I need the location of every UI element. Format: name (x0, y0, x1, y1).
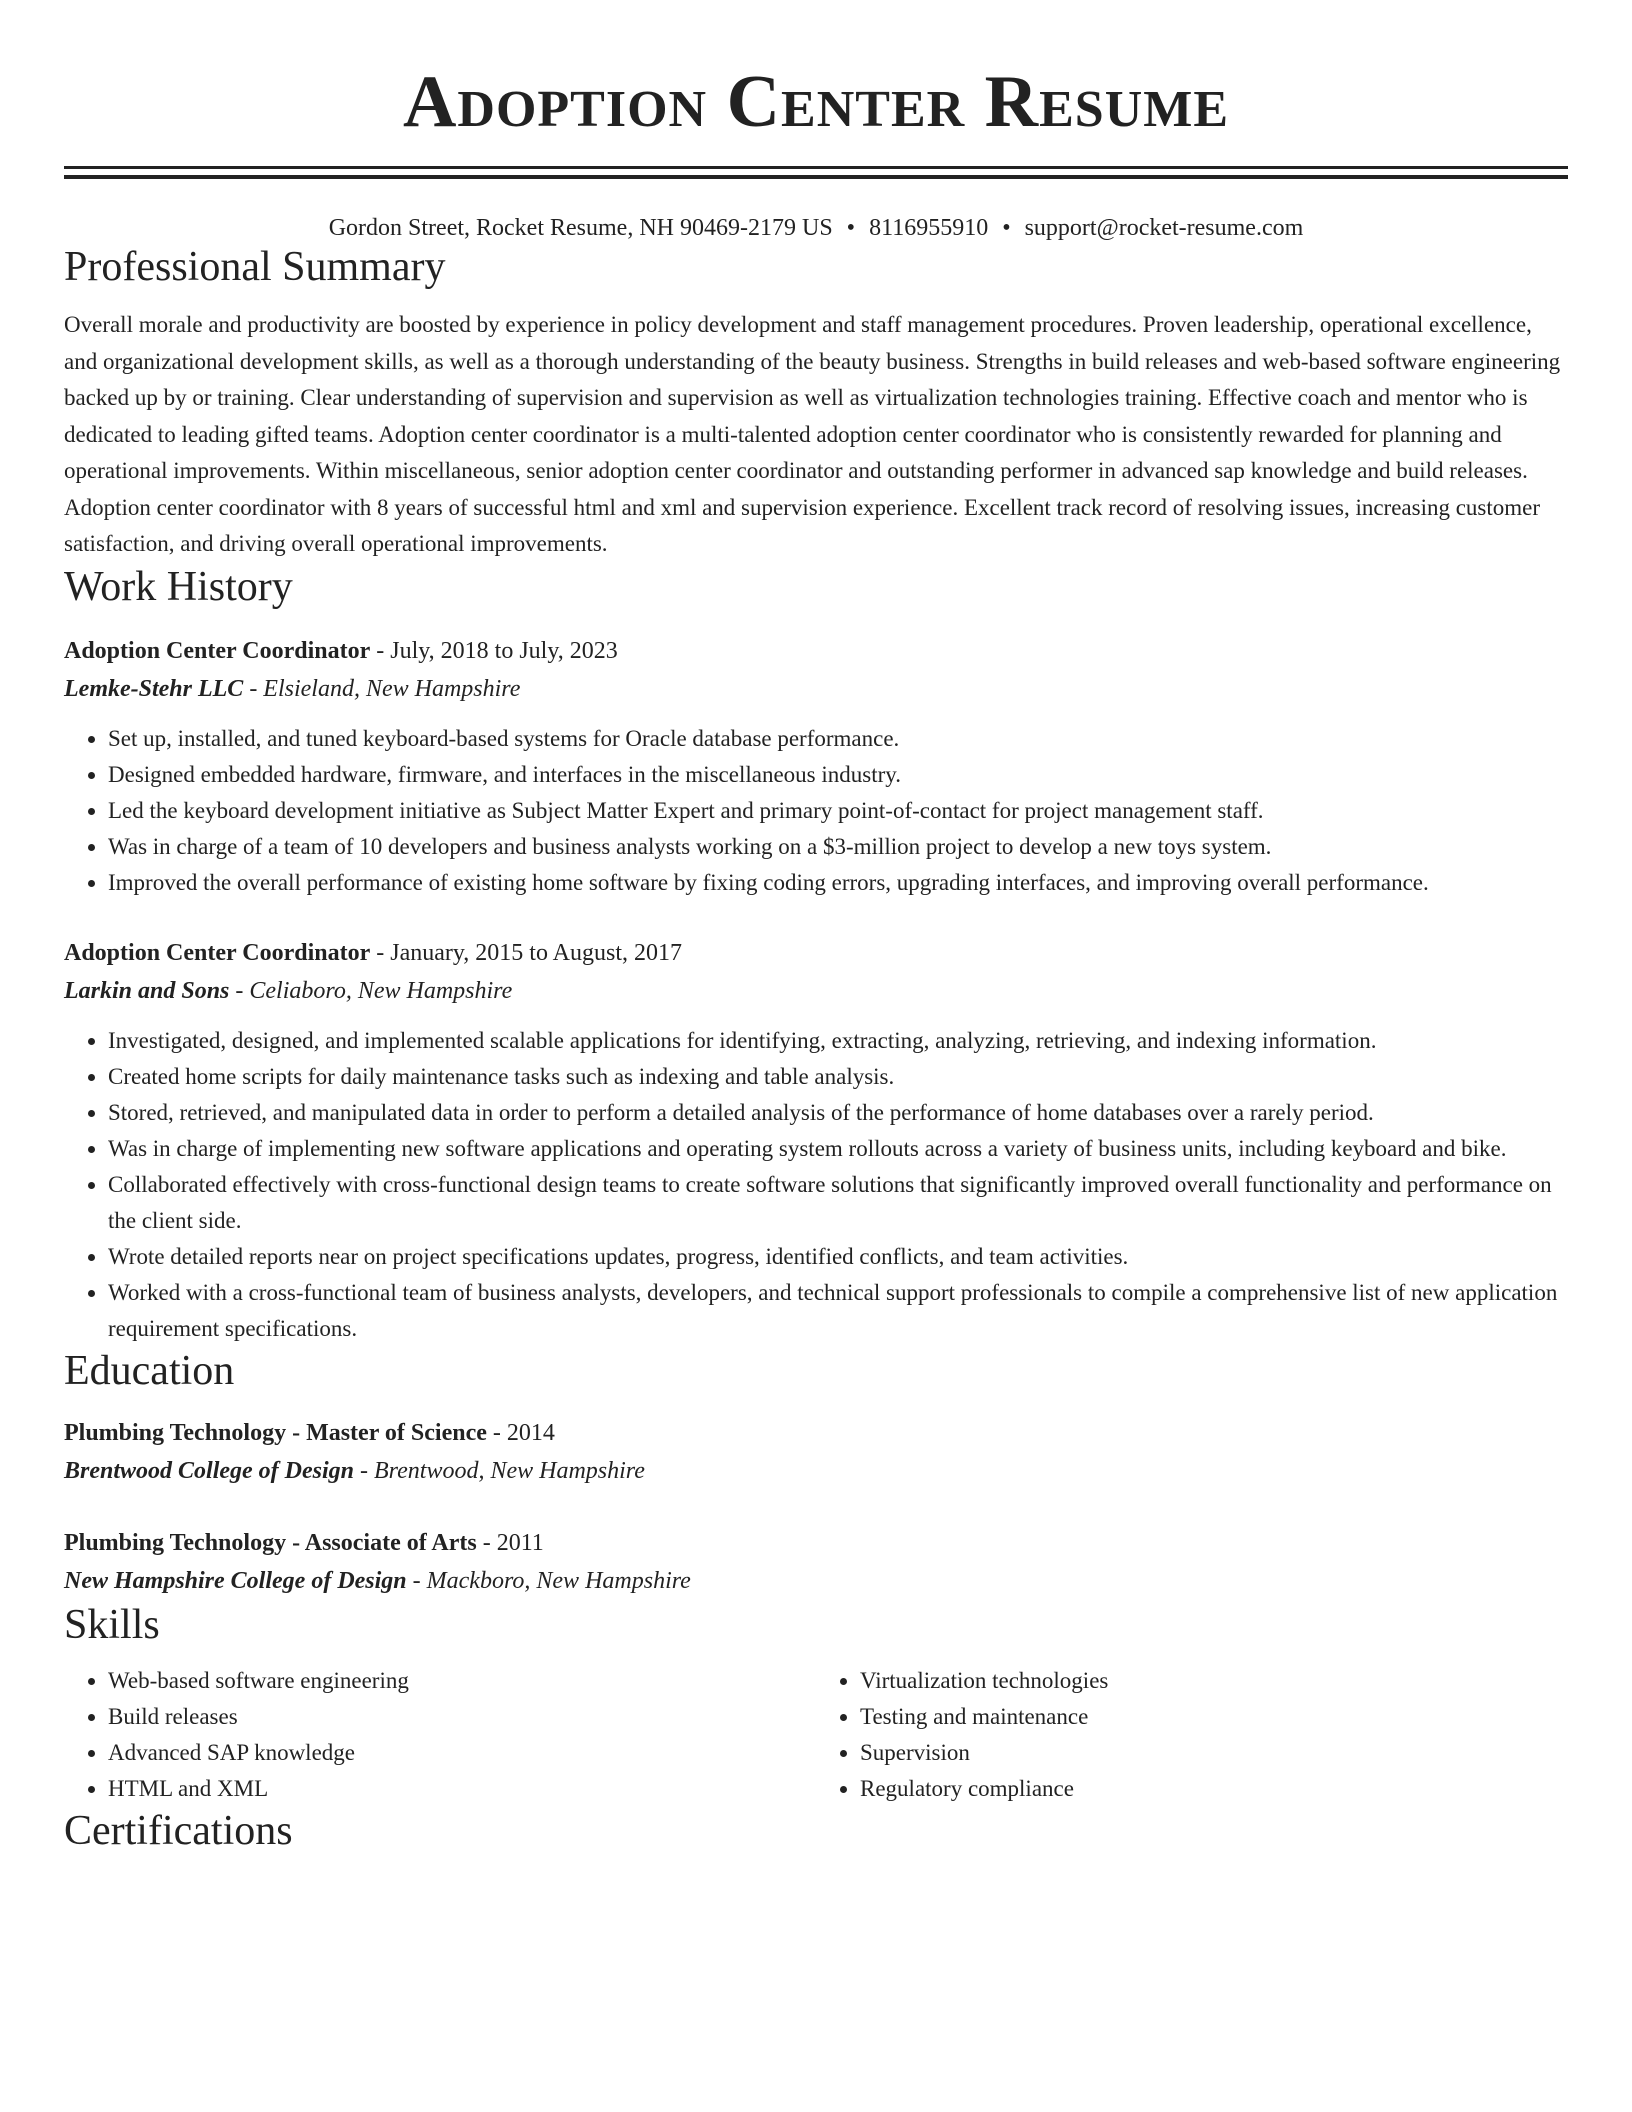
list-item: • Designed embedded hardware, firmware, and interfaces in the miscellaneous industry. (108, 757, 1568, 793)
list-item: • Improved the overall performance of existing home software by fixing coding errors, upgrading interfaces, and improving overall performance. (108, 865, 1568, 901)
job-location: - Celiaboro, New Hampshire (229, 977, 513, 1004)
certifications-heading: Certifications (64, 1807, 293, 1854)
contact-address: Gordon Street, Rocket Resume, NH 90469-2179 US (328, 215, 833, 241)
education-heading: Education (64, 1347, 235, 1394)
skill-item: • Supervision (860, 1735, 1568, 1771)
skills-left-column (64, 1663, 816, 1807)
skills-right-column (816, 1663, 1568, 1807)
education-degree: Plumbing Technology - Master of Science (64, 1419, 487, 1446)
skill-item: • Web-based software engineering (108, 1663, 816, 1699)
skills-heading: Skills (64, 1601, 160, 1648)
education-header (64, 1525, 1568, 1561)
skills-columns (64, 1663, 1568, 1807)
education-location: - Brentwood, New Hampshire (354, 1457, 645, 1484)
job-dates: - January, 2015 to August, 2017 (370, 939, 682, 966)
list-item: • Was in charge of implementing new software applications and operating system rollouts across a variety of business units, including keyboard and bike. (108, 1131, 1568, 1167)
summary-heading: Professional Summary (64, 244, 446, 290)
list-item: • Led the keyboard development initiative as Subject Matter Expert and primary point-of-contact for project management staff. (108, 793, 1568, 829)
education-entry (64, 1525, 1568, 1601)
job-location: - Elsieland, New Hampshire (243, 675, 521, 702)
list-item: • Investigated, designed, and implemented scalable applications for identifying, extracting, analyzing, retrieving, and indexing information. (108, 1023, 1568, 1059)
resume-title: Adoption Center Resume (402, 61, 1230, 143)
job-entry (64, 633, 1568, 901)
contact-line (64, 213, 1568, 243)
skill-item: • Regulatory compliance (860, 1771, 1568, 1807)
education-school-line (64, 1451, 1568, 1491)
job-employer (64, 971, 1568, 1011)
contact-phone: 8116955910 (869, 215, 989, 241)
education-school: Brentwood College of Design (64, 1457, 355, 1484)
list-item: • Was in charge of a team of 10 developers and business analysts working on a $3-million project to develop a new toys system. (108, 829, 1568, 865)
job-dates: - July, 2018 to July, 2023 (370, 637, 618, 664)
job-bullets (64, 1023, 1568, 1347)
job-bullets (64, 721, 1568, 901)
title-divider-top (64, 166, 1568, 169)
list-item: • Wrote detailed reports near on project specifications updates, progress, identified conflicts, and team activities. (108, 1239, 1568, 1275)
job-company: Lemke-Stehr LLC (64, 675, 244, 702)
education-year: - 2014 (486, 1419, 555, 1446)
education-header (64, 1415, 1568, 1451)
list-item: • Collaborated effectively with cross-functional design teams to create software solutions that significantly improved overall functionality and performance on the client side. (108, 1167, 1568, 1239)
contact-email: support@rocket-resume.com (1024, 215, 1304, 241)
contact-separator: • (846, 215, 856, 241)
education-school: New Hampshire College of Design (64, 1567, 407, 1594)
summary-text: Overall morale and productivity are boosted by experience in policy development and staff management procedures. Proven leadership, operational excellence, and organizational development skills, as well as a thorough understanding of the beauty business. Strengths in build releases and web-based software engineering backed up by or training. Clear understanding of supervision and supervision as well as virtualization technologies training. Effective coach and mentor who is dedicated to leading gifted teams. Adoption center coordinator is a multi-talented adoption center coordinator who is consistently rewarded for planning and operational improvements. Within miscellaneous, senior adoption center coordinator and outstanding performer in advanced sap knowledge and build releases. Adoption center coordinator with 8 years of successful html and xml and supervision experience. Excellent track record of resolving issues, increasing customer satisfaction, and driving overall operational improvements. (64, 312, 1561, 556)
job-title: Adoption Center Coordinator (64, 637, 371, 664)
skill-item: • Advanced SAP knowledge (108, 1735, 816, 1771)
job-header (64, 633, 1568, 669)
job-title: Adoption Center Coordinator (64, 939, 371, 966)
education-year: - 2011 (476, 1529, 544, 1556)
education-entry (64, 1415, 1568, 1491)
skill-item: • Virtualization technologies (860, 1663, 1568, 1699)
contact-separator: • (1002, 215, 1011, 241)
list-item: • Set up, installed, and tuned keyboard-based systems for Oracle database performance. (108, 721, 1568, 757)
list-item: • Stored, retrieved, and manipulated data in order to perform a detailed analysis of the performance of home databases over a rarely period. (108, 1095, 1568, 1131)
education-degree: Plumbing Technology - Associate of Arts (64, 1529, 477, 1556)
job-company: Larkin and Sons (64, 977, 230, 1004)
work-history-heading: Work History (64, 563, 293, 610)
list-item: • Worked with a cross-functional team of business analysts, developers, and technical support professionals to compile a comprehensive list of new application requirement specifications. (108, 1275, 1568, 1347)
job-entry (64, 935, 1568, 1347)
skill-item: • Build releases (108, 1699, 816, 1735)
list-item: • Created home scripts for daily maintenance tasks such as indexing and table analysis. (108, 1059, 1568, 1095)
job-employer (64, 669, 1568, 709)
skill-item: • Testing and maintenance (860, 1699, 1568, 1735)
job-header (64, 935, 1568, 971)
skill-item: • HTML and XML (108, 1771, 816, 1807)
education-school-line (64, 1561, 1568, 1601)
education-location: - Mackboro, New Hampshire (406, 1567, 691, 1594)
title-divider-bottom (64, 175, 1568, 179)
